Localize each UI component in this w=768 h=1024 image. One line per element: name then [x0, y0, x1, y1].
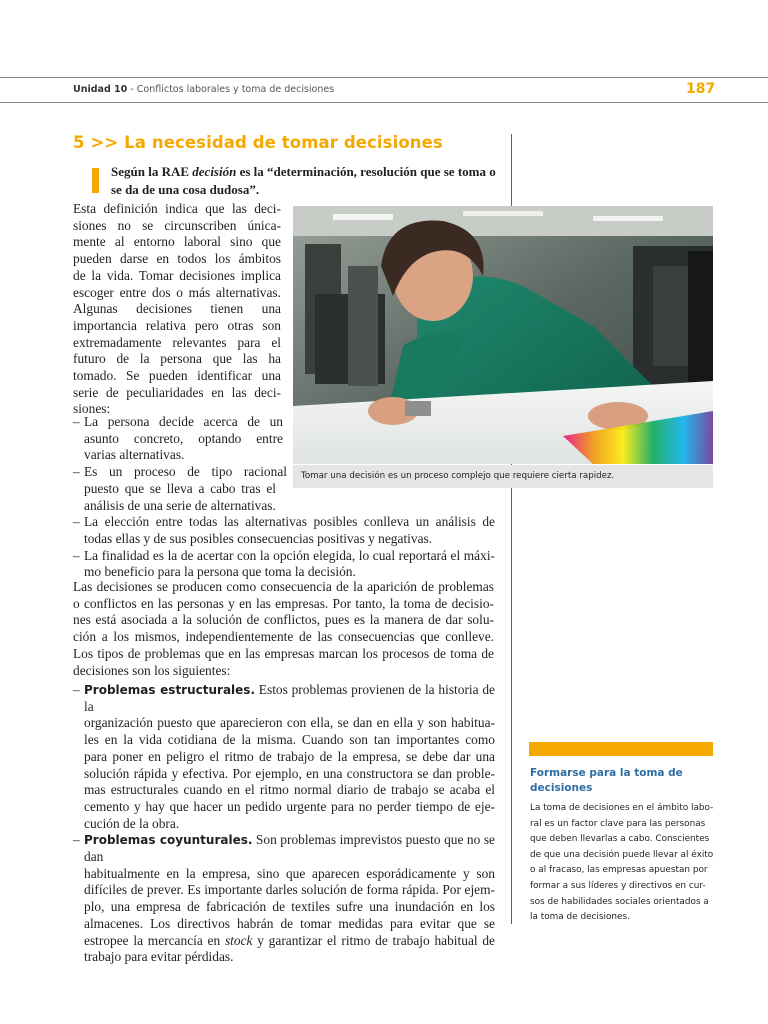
paragraph-line: decisiones son los siguientes:: [73, 662, 231, 678]
quote-pre: Según la RAE: [111, 164, 193, 179]
bullet-dash: –: [73, 464, 80, 480]
intro-line: serie de peculiaridades en las deci-: [73, 384, 281, 400]
quote-accent-bar: [92, 168, 99, 193]
list-line: para poner en peligro el ritmo de trabajo de la empresa, se debe dar una: [84, 748, 495, 764]
paragraph-line: Las decisiones se producen como consecuencia de la aparición de problemas: [73, 579, 494, 594]
sidebar-line: sos de habilidades sociales orientados a: [530, 896, 709, 907]
intro-line: pueden darse en todos los ámbitos: [73, 251, 281, 267]
list-line: habitualmente en la empresa, sino que aparecen esporádicamente y son: [84, 865, 495, 881]
list-line: cemento y hay que hacer un pedido urgente para no perder tiempo de eje-: [84, 798, 495, 814]
intro-line: Esta definición indica que las deci-: [73, 201, 281, 216]
list-line: todas ellas y de sus posibles consecuencias positivas y negativas.: [84, 530, 433, 546]
list-line: les en la vida cotidiana de la misma. Cuando son tan importantes como: [84, 732, 495, 748]
bullet-dash: –: [73, 514, 80, 530]
list-line: La finalidad es la de acertar con la opción elegida, lo cual reportará el máxi-: [84, 547, 495, 563]
list-item: [73, 464, 287, 514]
list-line: almacenes. Los directivos habrán de tomar medidas para evitar que se: [84, 915, 495, 931]
list-line: solución rápida y efectiva. Por ejemplo, en una constructora se dan proble-: [84, 765, 495, 781]
list-line: plo, una empresa de fabricación de textiles sufre una inundación en los: [84, 899, 495, 915]
sidebar-line: de que una decisión puede llevar al éxito: [530, 849, 714, 860]
problem-term: Problemas estructurales.: [84, 683, 256, 697]
intro-line: siones no se circunscriben única-: [73, 217, 281, 233]
list-line: mas estructurales cuando en el ritmo normal diario de trabajo se acaba el: [84, 782, 495, 798]
unit-label: Unidad 10: [73, 84, 128, 95]
sidebar-text: [530, 801, 714, 926]
intro-line: extremadamente relevantes para el: [73, 334, 281, 350]
photo-illustration: [293, 206, 713, 464]
paragraph-line: o conflictos en las personas y en las empresas. Por tanto, la toma de decisio-: [73, 595, 494, 611]
list-line: cución de la obra.: [84, 815, 180, 831]
sidebar-line: la toma de decisiones.: [530, 912, 630, 923]
list-line: varias alternativas.: [84, 447, 185, 463]
quote-term: decisión: [192, 164, 237, 179]
bullet-dash: –: [73, 832, 80, 848]
list-line: puesto que se lleva a cabo tras el: [84, 480, 276, 496]
section-number: 5: [73, 133, 85, 152]
sidebar-line: ral es un factor clave para las personas: [530, 818, 706, 829]
emphasis-stock: stock: [224, 932, 253, 948]
bullet-dash: –: [73, 682, 80, 697]
intro-line: mente al entorno laboral sino que: [73, 234, 281, 250]
sidebar-line: formar a sus líderes y directivos en cur-: [530, 880, 706, 891]
list-item: [73, 548, 495, 581]
sidebar-line: que deben llevarlas a cabo. Conscientes: [530, 834, 710, 845]
section-title-text: La necesidad de tomar decisiones: [124, 133, 443, 152]
list-line: difíciles de prever. Es importante darles solución de forma rápida. Por ejem-: [84, 882, 495, 898]
unit-title: Conflictos laborales y toma de decisiones: [136, 84, 335, 95]
intro-line: futuro de la persona que las ha: [73, 351, 281, 367]
paragraph-line: Los tipos de problemas que en las empresas marcan los procesos de toma de: [73, 645, 494, 661]
bullet-dash: –: [73, 414, 80, 429]
section-arrows: >>: [90, 133, 119, 152]
bullet-dash: –: [73, 547, 80, 563]
factory-worker-photo: [293, 206, 713, 464]
list-line-text: Estos problemas provienen de la historia de la: [84, 682, 495, 714]
intro-line: de la vida. Tomar decisiones implica: [73, 267, 281, 283]
list-item: [73, 514, 495, 547]
quote-post: es la “determinación, resolución que se toma o se da de una cosa dudosa”.: [111, 164, 496, 197]
list-item: [73, 682, 495, 832]
intro-paragraph: [73, 201, 281, 418]
unit-separator: -: [127, 84, 137, 95]
page-number: 187: [686, 81, 716, 97]
list-line: [84, 682, 495, 715]
list-line-text: Son problemas imprevistos puesto que no se dan: [84, 832, 495, 865]
list-line: organización puesto que aparecieron con ella, se dan en ella y son habitua-: [84, 715, 495, 731]
paragraph-line: ción a los mismos, independientemente de las consecuencias que conlleve.: [73, 629, 494, 645]
problems-intro-paragraph: [73, 579, 494, 679]
list-line: [84, 832, 495, 865]
paragraph-line: nes está asociada a la solución de conflictos, pues es la manera de dar solu-: [73, 612, 494, 628]
list-line: La persona decide acerca de un: [84, 414, 283, 429]
definition-quote: [111, 163, 496, 199]
list-line: La elección entre todas las alternativas posibles conlleva un análisis de: [84, 514, 495, 530]
problem-types-list: [73, 682, 495, 966]
intro-line: Algunas decisiones tienen una: [73, 301, 281, 317]
photo-caption: Tomar una decisión es un proceso complejo que requiere cierta rapidez.: [293, 465, 713, 488]
list-line: Es un proceso de tipo racional: [84, 464, 287, 480]
list-item: [73, 832, 495, 966]
list-line: asunto concreto, optando entre: [84, 430, 283, 446]
list-line: [84, 933, 495, 950]
intro-line: escoger entre dos o más alternativas.: [73, 284, 281, 300]
intro-line: siones:: [73, 401, 111, 417]
list-line-text: estropee la mercancía en: [84, 932, 225, 948]
problem-term: Problemas coyunturales.: [84, 833, 253, 848]
header-rule-bottom: [0, 102, 768, 103]
intro-line: importancia relativa pero otras son: [73, 317, 281, 333]
list-line: análisis de una serie de alternativas.: [84, 497, 276, 513]
sidebar-line: o al fracaso, las empresas apuestan por: [530, 865, 708, 876]
intro-line: tomado. Se pueden identificar una: [73, 368, 281, 384]
section-title: [73, 133, 443, 152]
list-line: mo beneficio para la persona que toma la decisión.: [84, 564, 356, 580]
list-line-text: y garantizar el ritmo de trabajo habitual de: [252, 932, 496, 948]
running-header: [73, 84, 334, 95]
sidebar-title: Formarse para la toma de decisiones: [530, 767, 683, 794]
list-line: trabajo para evitar pérdidas.: [84, 949, 234, 965]
sidebar-line: La toma de decisiones en el ámbito labo-: [530, 803, 714, 813]
list-item: [73, 414, 283, 464]
sidebar-accent-bar: [529, 742, 713, 756]
header-rule-top: [0, 77, 768, 78]
